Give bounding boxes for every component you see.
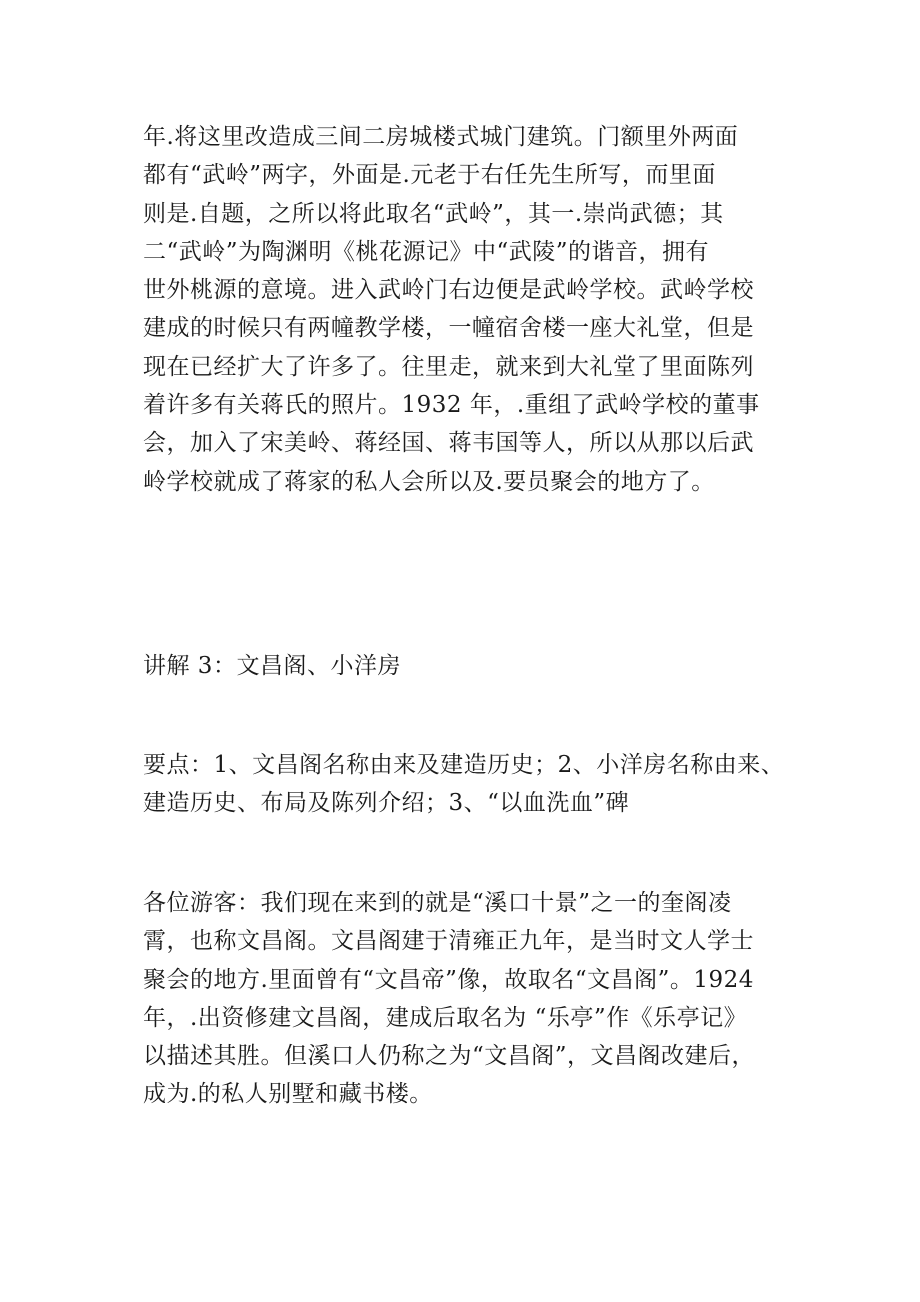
text-line: 着许多有关蒋氏的照片。1932 年，.重组了武岭学校的董事 bbox=[143, 392, 760, 419]
text-line: 年，.出资修建文昌阁，建成后取名为 “乐亭”作《乐亭记》 bbox=[143, 1004, 748, 1031]
section-heading bbox=[143, 647, 783, 685]
text-line: 现在已经扩大了许多了。往里走，就来到大礼堂了里面陈列 bbox=[143, 353, 754, 380]
paragraph-key-points bbox=[143, 746, 783, 823]
text-line: 年.将这里改造成三间二房城楼式城门建筑。门额里外两面 bbox=[143, 124, 739, 150]
text-line: 则是.自题，之所以将此取名“武岭”，其一.崇尚武德；其 bbox=[143, 200, 724, 227]
text-line: 建成的时候只有两幢教学楼，一幢宿舍楼一座大礼堂，但是 bbox=[143, 315, 754, 342]
text-line: 都有“武岭”两字，外面是.元老于右任先生所写，而里面 bbox=[143, 162, 716, 189]
text-line: 要点：1、文昌阁名称由来及建造历史；2、小洋房名称由来、 bbox=[143, 752, 785, 778]
text-line: 以描述其胜。但溪口人仍称之为“文昌阁”，文昌阁改建后， bbox=[143, 1043, 756, 1070]
text-line: 成为.的私人别墅和藏书楼。 bbox=[143, 1081, 433, 1108]
text-line: 各位游客：我们现在来到的就是“溪口十景”之一的奎阁凌 bbox=[143, 890, 732, 916]
text-line: 聚会的地方.里面曾有“文昌帝”像，故取名“文昌阁”。1924 bbox=[143, 966, 754, 993]
text-line: 世外桃源的意境。进入武岭门右边便是武岭学校。武岭学校 bbox=[143, 277, 754, 304]
section-heading-text: 讲解 3：文昌阁、小洋房 bbox=[143, 653, 401, 679]
text-line: 霄，也称文昌阁。文昌阁建于清雍正九年，是当时文人学士 bbox=[143, 928, 754, 955]
text-line: 岭学校就成了蒋家的私人会所以及.要员聚会的地方了。 bbox=[143, 468, 715, 495]
text-line: 会，加入了宋美岭、蒋经国、蒋韦国等人，所以从那以后武 bbox=[143, 430, 754, 457]
paragraph-wuling-gate bbox=[143, 118, 783, 501]
text-line: 二“武岭”为陶渊明《桃花源记》中“武陵”的谐音，拥有 bbox=[143, 238, 710, 265]
paragraph-wenchang-pavilion bbox=[143, 884, 783, 1114]
text-line: 建造历史、布局及陈列介绍；3、“以血洗血”碑 bbox=[143, 790, 630, 817]
